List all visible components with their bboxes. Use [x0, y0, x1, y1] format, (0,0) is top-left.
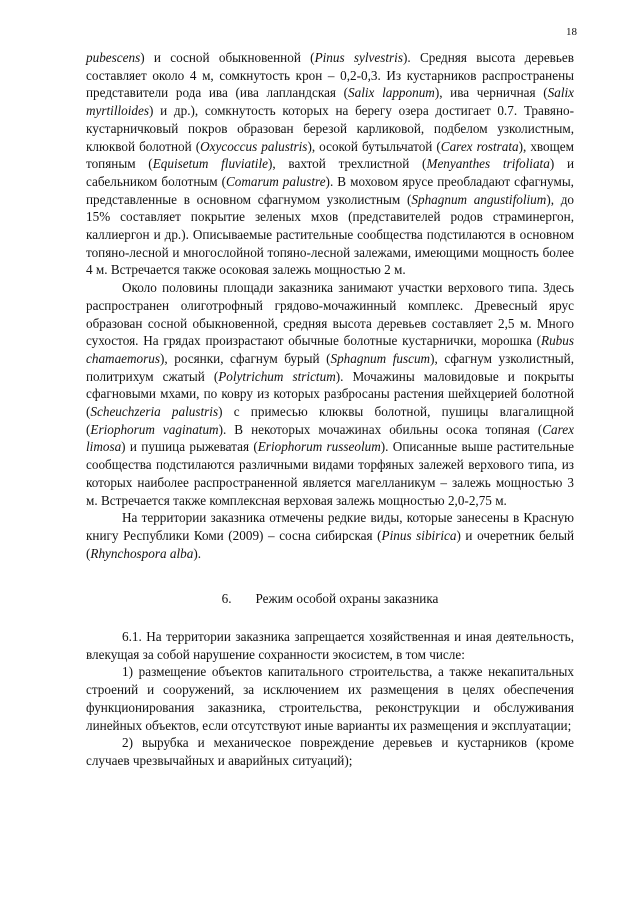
- latin-name: Salix lapponum: [348, 85, 435, 101]
- text-run: ) с примесью клюквы болотной, пушицы влагалищной (: [86, 404, 574, 437]
- clause-item: 1) размещение объектов капитального строительства, а также некапитальных строений и сооружений, за исключением их размещения в целях обеспечения функционирования заказника, строительства, реконструкции и обслуживания линейных объектов, если отсутствуют иные варианты их размещения и эксплуатации;: [86, 664, 574, 733]
- text-run: На территории заказника отмечены редкие виды, которые занесены в Красную книгу Республики Коми (2009) – сосна сибирская (: [86, 510, 574, 543]
- latin-name: Carex rostrata: [440, 138, 519, 154]
- text-run: ), росянки, сфагнум бурый (: [160, 350, 331, 366]
- text-run: ), ива черничная (: [434, 85, 548, 101]
- latin-name: Sphagnum angustifolium: [411, 191, 547, 207]
- text-run: ). В некоторых мочажинах обильны осока топяная (: [218, 421, 543, 437]
- text-run: ). Средняя высота деревьев составляет около 4 м, сомкнутость крон – 0,2-0,3. Из кустарников распространены представители рода ива (ива лапландская (: [86, 50, 574, 101]
- clause-item: 2) вырубка и механическое повреждение деревьев и кустарников (кроме случаев чрезвычайных и аварийных ситуаций);: [86, 735, 574, 768]
- text-run: ) и сабельником болотным (: [86, 156, 574, 189]
- text-run: ) и очеретник белый (: [86, 527, 575, 561]
- latin-name: Menyanthes trifoliata: [426, 156, 550, 172]
- latin-name: Eriophorum russeolum: [257, 439, 381, 455]
- text-run: ).: [193, 545, 202, 561]
- body-text-bottom: [86, 628, 574, 770]
- text-run: ), сфагнум узколистный, политрихум сжатый (: [86, 350, 574, 384]
- latin-name: pubescens: [86, 50, 141, 65]
- latin-name: Rhynchospora alba: [90, 545, 194, 561]
- text-run: ) и пушица рыжеватая (: [121, 439, 258, 455]
- clause-paragraph: 6.1. На территории заказника запрещается хозяйственная и иная деятельность, влекущая за собой нарушение сохранности экосистем, в том числе:: [86, 629, 574, 662]
- section-heading: [86, 590, 574, 608]
- latin-name: Oxycoccus palustris: [200, 138, 308, 154]
- paragraph: [86, 49, 574, 279]
- latin-name: Eriophorum vaginatum: [90, 421, 219, 437]
- text-run: ). В моховом ярусе преобладают сфагнумы, представленные в основном сфагнумом узколистным (: [86, 173, 574, 207]
- latin-name: Pinus sylvestris: [314, 50, 403, 65]
- latin-name: Rubus chamaemorus: [86, 333, 574, 366]
- section-title: Режим особой охраны заказника: [255, 591, 439, 606]
- section-number: 6.: [221, 591, 232, 606]
- latin-name: Sphagnum fuscum: [330, 350, 431, 366]
- latin-name: Comarum palustre: [226, 173, 326, 189]
- latin-name: Pinus sibirica: [381, 527, 457, 543]
- text-run: ), осокой бутыльчатой (: [307, 138, 441, 154]
- latin-name: Salix myrtilloides: [86, 85, 574, 119]
- latin-name: Equisetum fluviatile: [152, 156, 268, 172]
- text-run: ), до 15% составляет покрытие зеленых мхов (представителей родов страминергон, каллиергон и др.). Описываемые растительные сообщества подстилаются в основном топяно-лесной и многослойной топяно-лесной залежами, имеющими мощность более 4 м. Встречается также осоковая залежь мощностью 2 м.: [86, 191, 575, 278]
- latin-name: Scheuchzeria palustris: [90, 404, 219, 420]
- text-run: Около половины площади заказника занимают участки верхового типа. Здесь распространен олиготрофный грядово-мочажинный комплекс. Древесный ярус образован сосной обыкновенной, средняя высота деревьев составляет 2,5 м. Много сухостоя. На грядах произрастают обычные болотные кустарнички, морошка (: [86, 280, 574, 349]
- text-run: ), хвощем топяным (: [86, 138, 574, 172]
- paragraph: [86, 279, 574, 509]
- text-run: ) и сосной обыкновенной (: [140, 50, 315, 65]
- text-run: ). Мочажины маловидовые и покрыты сфагновыми мхами, по ковру из которых разбросаны растения шейхцерией болотной (: [86, 368, 574, 420]
- text-run: ), вахтой трехлистной (: [268, 156, 427, 172]
- text-run: ) и др.), сомкнутость которых на берегу озера достигает 0.7. Травяно-кустарничковый покров образован березой карликовой, подбелом узколистным, клюквой болотной (: [86, 103, 574, 154]
- paragraph: [86, 509, 574, 562]
- text-run: ). Описанные выше растительные сообщества подстилаются различными видами торфяных залежей верхового типа, из которых наиболее распространенной является магелланикум – залежь мощностью 3 м. Встречается также комплексная верховая залежь мощностью 2,0-2,75 м.: [86, 439, 574, 508]
- latin-name: Carex limosa: [86, 421, 574, 455]
- section-heading-block: [86, 590, 574, 608]
- latin-name: Polytrichum strictum: [218, 368, 336, 384]
- page-number: 18: [566, 26, 577, 38]
- body-text-top: [86, 49, 574, 562]
